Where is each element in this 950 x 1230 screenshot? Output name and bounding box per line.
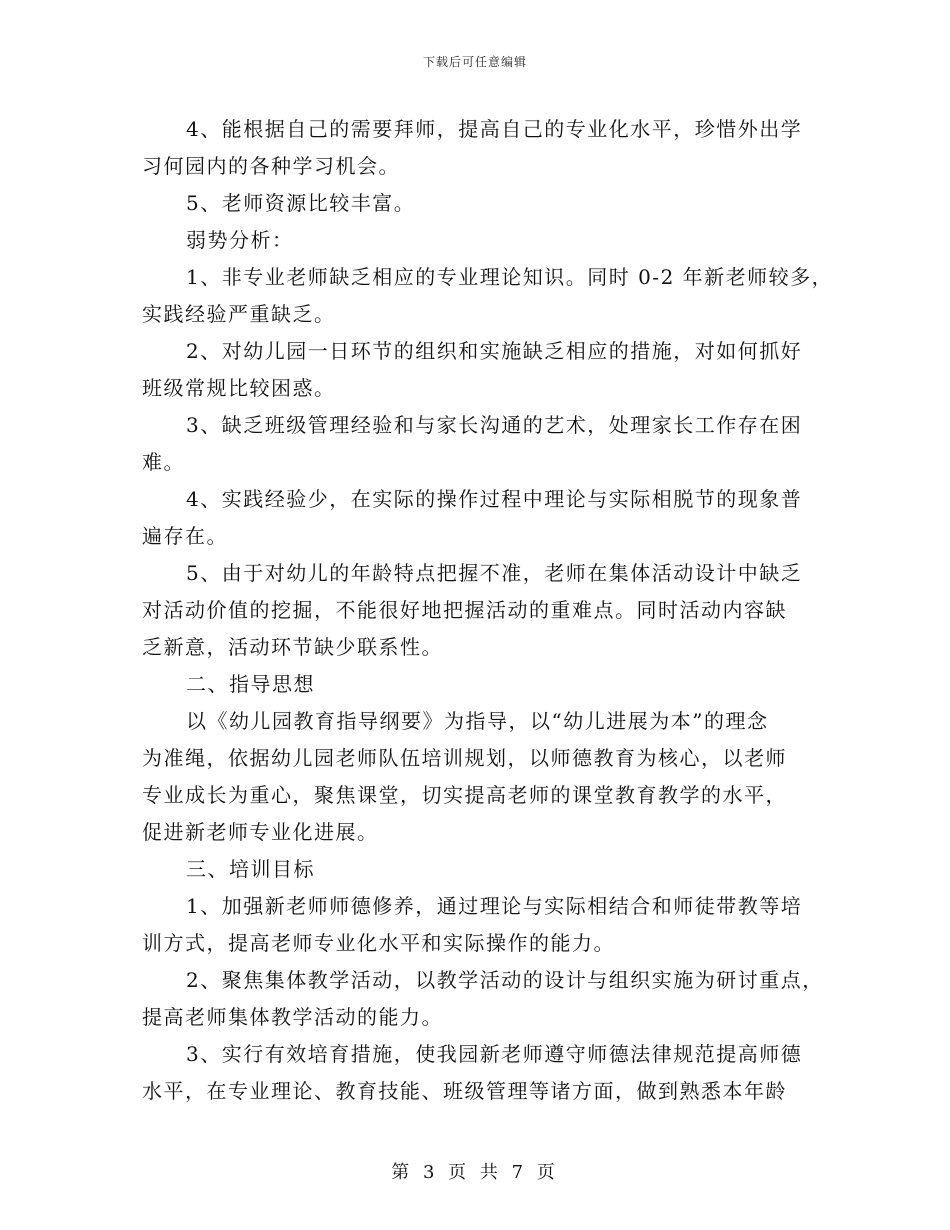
- paragraph-line: 促进新老师专业化进展。: [142, 820, 379, 844]
- paragraph-line: 4、实践经验少，在实际的操作过程中理论与实际相脱节的现象普: [186, 487, 803, 511]
- paragraph-line: 5、由于对幼儿的年龄特点把握不准，老师在集体活动设计中缺乏: [186, 561, 803, 585]
- paragraph-line: 3、缺乏班级管理经验和与家长沟通的艺术，处理家长工作存在困: [186, 413, 803, 437]
- paragraph-line: 实践经验严重缺乏。: [142, 302, 336, 326]
- paragraph-line: 班级常规比较困惑。: [142, 376, 336, 400]
- page-number-footer: 第 3 页 共 7 页: [391, 1162, 559, 1183]
- paragraph-line: 为准绳，依据幼儿园老师队伍培训规划，以师德教育为核心，以老师: [142, 746, 787, 770]
- paragraph-line: 遍存在。: [142, 524, 228, 548]
- paragraph-line: 训方式，提高老师专业化水平和实际操作的能力。: [142, 931, 615, 955]
- paragraph-line: 3、实行有效培育措施，使我园新老师遵守师德法律规范提高师德: [186, 1042, 803, 1066]
- section-heading: 二、指导思想: [186, 672, 315, 696]
- paragraph-line: 5、老师资源比较丰富。: [186, 191, 416, 215]
- section-heading: 三、培训目标: [186, 857, 315, 881]
- paragraph-line: 弱势分析：: [186, 228, 294, 252]
- paragraph-line: 2、聚焦集体教学活动，以教学活动的设计与组织实施为研讨重点，: [186, 968, 824, 992]
- paragraph-line: 习何园内的各种学习机会。: [142, 154, 400, 178]
- page-header: 下载后可任意编辑: [422, 55, 527, 69]
- paragraph-line: 2、对幼儿园一日环节的组织和实施缺乏相应的措施，对如何抓好: [186, 339, 803, 363]
- paragraph-line: 对活动价值的挖掘，不能很好地把握活动的重难点。同时活动内容缺: [142, 598, 787, 622]
- paragraph-line: 难。: [142, 450, 185, 474]
- paragraph-line: 以《幼儿园教育指导纲要》为指导，以“幼儿进展为本”的理念: [186, 709, 769, 733]
- paragraph-line: 乏新意，活动环节缺少联系性。: [142, 635, 443, 659]
- paragraph-line: 1、非专业老师缺乏相应的专业理论知识。同时 0-2 年新老师较多，: [186, 265, 834, 289]
- paragraph-line: 4、能根据自己的需要拜师，提高自己的专业化水平，珍惜外出学: [186, 117, 803, 141]
- paragraph-line: 水平，在专业理论、教育技能、班级管理等诸方面，做到熟悉本年龄: [142, 1079, 787, 1103]
- paragraph-line: 1、加强新老师师德修养，通过理论与实际相结合和师徒带教等培: [186, 894, 803, 918]
- paragraph-line: 专业成长为重心，聚焦课堂，切实提高老师的课堂教育教学的水平，: [142, 783, 787, 807]
- paragraph-line: 提高老师集体教学活动的能力。: [142, 1005, 443, 1029]
- document-body: [142, 112, 834, 1108]
